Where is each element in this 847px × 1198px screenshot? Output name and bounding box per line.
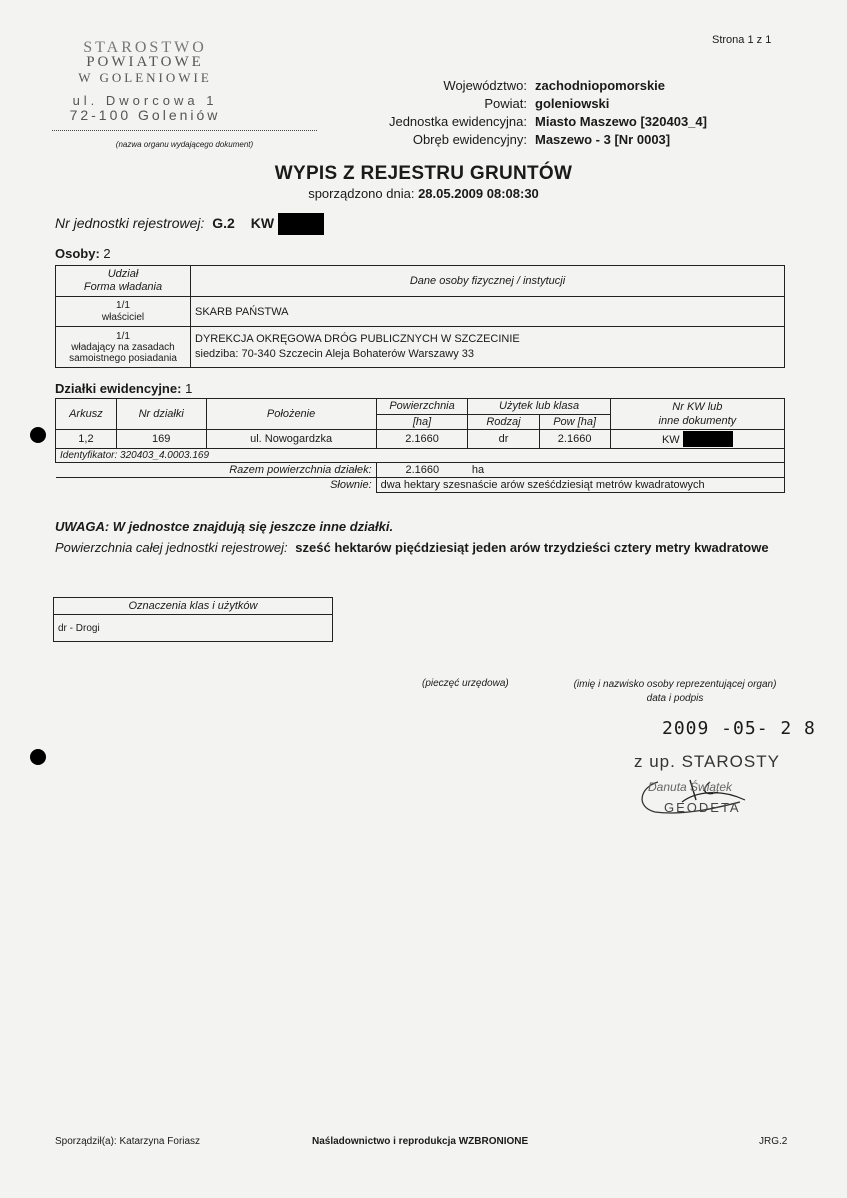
meta-row	[310, 77, 707, 95]
stamp-line-2: POWIATOWE	[86, 54, 204, 70]
parcels-label: Działki ewidencyjne:	[55, 381, 182, 396]
form-value: właściciel	[101, 311, 145, 323]
parcels-count: 1	[185, 381, 193, 396]
unit-value: G.2	[212, 215, 235, 231]
sign-date: 2009 -05- 2 8	[662, 718, 816, 739]
parcels-table	[55, 398, 785, 493]
kw-header-cell	[610, 399, 784, 430]
seal-caption: (pieczęć urzędowa)	[422, 678, 509, 689]
kw-prefix: KW	[661, 434, 680, 446]
persons-count: 2	[103, 246, 111, 261]
date-value: 28.05.2009 08:08:30	[418, 186, 539, 201]
form-value: władający na zasadach samoistnego posiadania	[69, 341, 177, 364]
parcels-heading	[55, 381, 192, 396]
stamp-line-4: ul. Dworcowa 1	[72, 93, 218, 108]
share-value: 1/1	[116, 330, 130, 342]
share-header-cell	[56, 266, 191, 297]
document-date	[0, 186, 847, 201]
legend-item: dr - Drogi	[54, 615, 333, 642]
use-area-cell: 2.1660	[539, 430, 610, 449]
redacted-block	[683, 431, 733, 447]
organ-dotted-line	[52, 130, 317, 131]
total-area-row	[55, 540, 769, 555]
person-data: SKARB PAŃSTWA	[191, 297, 785, 327]
meta-value: goleniowski	[535, 96, 610, 111]
meta-row	[310, 131, 707, 149]
person-address: siedziba: 70-340 Szczecin Aleja Bohaterów Warszawy 33	[195, 348, 475, 360]
meta-value: zachodniopomorskie	[535, 78, 666, 93]
words-value: dwa hektary szesnaście arów sześćdziesiąt metrów kwadratowych	[376, 478, 784, 493]
meta-key: Obręb ewidencyjny:	[412, 132, 527, 147]
total-row	[56, 463, 785, 478]
organ-caption: (nazwa organu wydającego dokument)	[115, 140, 254, 149]
share-cell	[56, 327, 191, 368]
area-header: Powierzchnia	[376, 399, 468, 415]
person-data-cell	[191, 327, 785, 368]
location-cell: ul. Nowogardzka	[206, 430, 376, 449]
form-header: Forma władania	[83, 281, 163, 293]
table-header-row	[56, 266, 785, 297]
meta-value: Maszewo - 3 [Nr 0003]	[535, 132, 671, 147]
persons-heading	[55, 246, 111, 261]
unit-number-row	[55, 213, 324, 235]
punch-hole	[30, 749, 46, 765]
footer-code: JRG.2	[759, 1136, 788, 1147]
meta-row	[310, 113, 707, 131]
kind-header: Rodzaj	[468, 414, 539, 430]
area-unit-header: [ha]	[376, 414, 468, 430]
use-area-header: Pow [ha]	[539, 414, 610, 430]
use-header: Użytek lub klasa	[468, 399, 610, 415]
total-area-label: Powierzchnia całej jednostki rejestrowej:	[55, 540, 288, 555]
identifier-cell: Identyfikator: 320403_4.0003.169	[56, 449, 785, 463]
kw-header: Nr KW lub	[672, 401, 723, 413]
table-row	[56, 297, 785, 327]
document-title: WYPIS Z REJESTRU GRUNTÓW	[274, 163, 573, 184]
data-header: Dane osoby fizycznej / instytucji	[191, 266, 785, 297]
signer-caption-2: data i podpis	[646, 693, 704, 704]
warning-text: UWAGA: W jednostce znajdują się jeszcze inne działki.	[55, 519, 394, 534]
person-name: DYREKCJA OKRĘGOWA DRÓG PUBLICZNYCH W SZCZECINIE	[195, 333, 520, 345]
stamp-line-5: 72-100 Goleniów	[69, 107, 221, 123]
table-row	[56, 327, 785, 368]
identifier-row	[56, 449, 785, 463]
location-header: Położenie	[206, 399, 376, 430]
area-cell: 2.1660	[376, 430, 468, 449]
meta-key: Województwo:	[443, 78, 527, 93]
location-meta	[310, 77, 707, 149]
kind-cell: dr	[468, 430, 539, 449]
kw-cell	[610, 430, 784, 449]
kw-header-2: inne dokumenty	[658, 415, 737, 427]
footer-notice: Naśladownictwo i reprodukcja WZBRONIONE	[312, 1136, 529, 1147]
meta-key: Powiat:	[484, 96, 527, 111]
office-stamp	[50, 40, 240, 123]
total-unit: ha	[468, 463, 785, 478]
kw-label: KW	[250, 215, 275, 231]
legend-table	[53, 597, 333, 642]
persons-table	[55, 265, 785, 368]
redacted-block	[278, 213, 324, 235]
persons-label: Osoby:	[55, 246, 100, 261]
stamp-line-1: z up. STAROSTY	[634, 752, 780, 771]
total-label: Razem powierzchnia działek:	[56, 463, 377, 478]
legend-header: Oznaczenia klas i użytków	[54, 598, 333, 615]
page-number: Strona 1 z 1	[712, 34, 772, 46]
total-value: 2.1660	[376, 463, 468, 478]
sheet-cell: 1,2	[56, 430, 117, 449]
stamp-line-3: GEODETA	[664, 800, 741, 815]
meta-key: Jednostka ewidencyjna:	[388, 114, 527, 129]
share-cell	[56, 297, 191, 327]
words-row	[56, 478, 785, 493]
number-header: Nr działki	[116, 399, 206, 430]
signature-stamp	[630, 752, 800, 822]
meta-row	[310, 95, 707, 113]
total-area-value: sześć hektarów pięćdziesiąt jeden arów trzydzieści cztery metry kwadratowe	[295, 540, 769, 555]
footer-author: Sporządził(a): Katarzyna Foriasz	[55, 1136, 201, 1147]
punch-hole	[30, 427, 46, 443]
share-header: Udział	[107, 268, 139, 280]
signer-caption-1: (imię i nazwisko osoby reprezentującej organ)	[573, 679, 777, 690]
sheet-header: Arkusz	[56, 399, 117, 430]
unit-label: Nr jednostki rejestrowej:	[55, 215, 205, 231]
table-row	[56, 430, 785, 449]
stamp-line-3: W GOLENIOWIE	[78, 70, 212, 85]
date-label: sporządzono dnia:	[308, 186, 415, 201]
words-label: Słownie:	[56, 478, 377, 493]
share-value: 1/1	[116, 299, 130, 311]
meta-value: Miasto Maszewo [320403_4]	[535, 114, 707, 129]
number-cell: 169	[116, 430, 206, 449]
stamp-line-2: Danuta Świątek	[648, 780, 733, 794]
stamp-line-1: STAROSTWO	[83, 39, 207, 56]
signer-caption	[565, 678, 785, 706]
